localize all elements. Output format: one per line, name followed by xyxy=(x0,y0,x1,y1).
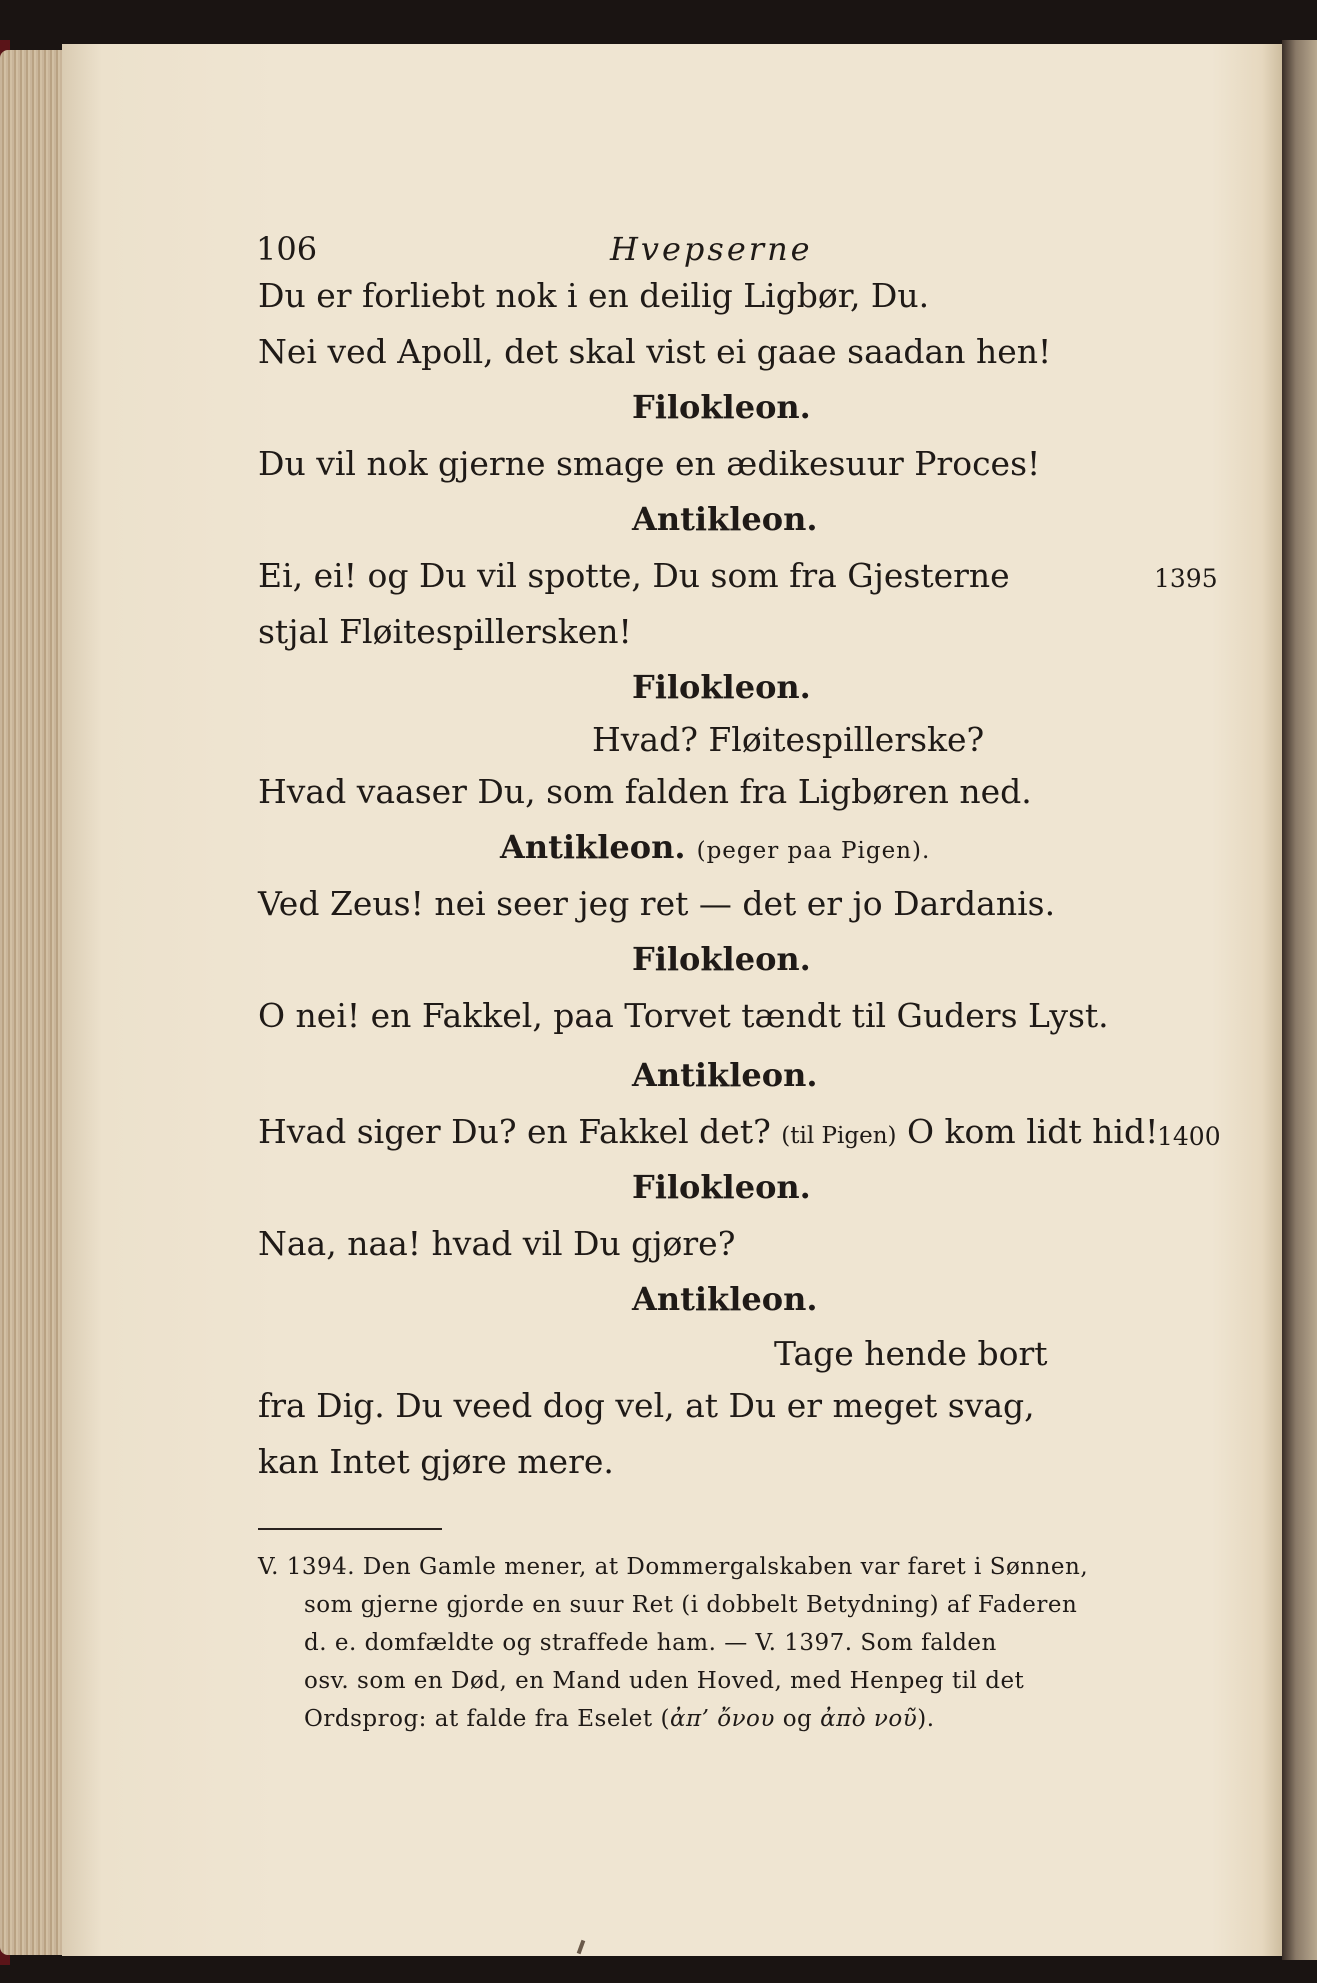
greek-phrase: ἀπ’ ὄνου xyxy=(669,1706,775,1732)
footnote-text: og xyxy=(774,1706,821,1732)
greek-phrase: ἀπὸ νοῦ xyxy=(820,1706,918,1732)
footnote-text: ). xyxy=(917,1706,935,1732)
verse-line: Naa, naa! hvad vil Du gjøre? xyxy=(258,1224,736,1263)
verse-line: O nei! en Fakkel, paa Torvet tændt til Guders Lyst. xyxy=(258,996,1109,1035)
facing-page-edge xyxy=(1282,40,1317,1960)
footnote-line xyxy=(304,1706,935,1732)
page-edges xyxy=(0,50,70,1955)
verse-line: Nei ved Apoll, det skal vist ei gaae saadan hen! xyxy=(258,332,1052,371)
verse-line: stjal Fløitespillersken! xyxy=(258,612,632,651)
footnote-rule xyxy=(258,1528,442,1530)
verse-line xyxy=(258,1112,1158,1151)
ink-mark xyxy=(577,1940,586,1955)
speaker-name: Antikleon. xyxy=(500,828,686,866)
stage-direction: (til Pigen) xyxy=(781,1123,897,1149)
book-page xyxy=(62,44,1282,1956)
verse-line: Ved Zeus! nei seer jeg ret — det er jo Dardanis. xyxy=(258,884,1056,923)
footnote-line: V. 1394. Den Gamle mener, at Dommergalskaben var faret i Sønnen, xyxy=(258,1554,1089,1580)
footnote-text: Ordsprog: at falde fra Eselet ( xyxy=(304,1706,670,1732)
verse-line: kan Intet gjøre mere. xyxy=(258,1442,614,1481)
speaker-filokleon: Filokleon. xyxy=(632,1168,811,1206)
speaker-filokleon: Filokleon. xyxy=(632,388,811,426)
speaker-filokleon: Filokleon. xyxy=(632,668,811,706)
verse-line: Du vil nok gjerne smage en ædikesuur Proces! xyxy=(258,444,1041,483)
footnote-line: som gjerne gjorde en suur Ret (i dobbelt Betydning) af Faderen xyxy=(304,1592,1078,1618)
page-number: 106 xyxy=(256,230,318,268)
footnote-line: d. e. domfældte og straffede ham. — V. 1397. Som falden xyxy=(304,1630,997,1656)
verse-line: Du er forliebt nok i en deilig Ligbør, Du. xyxy=(258,276,930,315)
verse-text: O kom lidt hid! xyxy=(907,1112,1159,1151)
speaker-antikleon: Antikleon. xyxy=(632,1280,818,1318)
speaker-filokleon: Filokleon. xyxy=(632,940,811,978)
verse-line: Hvad vaaser Du, som falden fra Ligbøren ned. xyxy=(258,772,1032,811)
line-number: 1400 xyxy=(1157,1122,1221,1151)
speaker-antikleon: Antikleon. xyxy=(632,500,818,538)
speaker-antikleon-with-direction xyxy=(500,828,930,866)
footnote-line: osv. som en Død, en Mand uden Hoved, med Henpeg til det xyxy=(304,1668,1025,1694)
running-title: Hvepserne xyxy=(610,230,813,268)
speaker-antikleon: Antikleon. xyxy=(632,1056,818,1094)
line-number: 1395 xyxy=(1154,564,1218,593)
verse-line: Hvad? Fløitespillerske? xyxy=(592,720,985,759)
verse-text: Hvad siger Du? en Fakkel det? xyxy=(258,1112,771,1151)
verse-line: Tage hende bort xyxy=(774,1334,1048,1373)
stage-direction: (peger paa Pigen). xyxy=(696,838,931,864)
verse-line: Ei, ei! og Du vil spotte, Du som fra Gjesterne xyxy=(258,556,1010,595)
verse-line: fra Dig. Du veed dog vel, at Du er meget svag, xyxy=(258,1386,1035,1425)
